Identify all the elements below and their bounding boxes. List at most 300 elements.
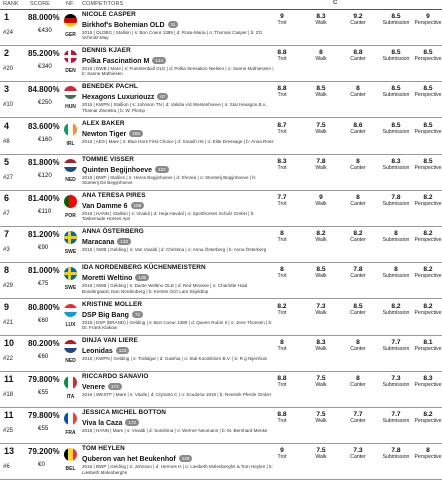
rider-name[interactable]: TOMMIE VISSER — [82, 155, 134, 163]
nation-code: NED — [65, 176, 76, 183]
rank: 10 — [4, 337, 15, 348]
horse-number-badge: 123 — [116, 347, 130, 354]
horse-name[interactable] — [82, 238, 131, 246]
mark-label: Canter — [350, 454, 366, 461]
mark-label: Walk — [315, 454, 327, 461]
mark-cell — [301, 266, 341, 279]
table-row[interactable] — [0, 227, 442, 263]
table-row[interactable] — [0, 336, 442, 372]
mark-cell — [408, 194, 442, 207]
rank: 2 — [4, 48, 10, 59]
flag-icon — [64, 412, 77, 425]
mark-label: Canter — [350, 164, 366, 171]
start-number: #10 — [3, 102, 14, 109]
header-score: SCORE — [30, 1, 51, 7]
mark-value: 7.8 — [391, 194, 401, 201]
mark-label: Perspective — [414, 309, 442, 316]
mark-cell — [301, 158, 341, 171]
mark-value: 8 — [394, 266, 398, 274]
horse-number-badge: 144 — [152, 57, 166, 64]
nation-code: BEL — [65, 466, 76, 473]
mark-value: 7.8 — [353, 266, 363, 274]
mark-value: 8 — [356, 85, 360, 93]
mark-label: Submission — [382, 56, 410, 63]
mark-cell — [262, 411, 302, 424]
mark-cell — [338, 122, 378, 135]
mark-value: 8.5 — [391, 13, 401, 20]
prize-money: €55 — [38, 389, 49, 396]
mark-cell — [262, 375, 302, 388]
rider-name[interactable]: DINJA VAN LIERE — [82, 336, 138, 344]
table-header — [0, 0, 442, 9]
horse-number-badge: 133 — [117, 238, 131, 245]
mark-value: 8.3 — [423, 375, 433, 382]
horse-pedigree: 2016 | KWPN | Stallion | s: Johnson TN | d: Validia v/d Westenhoeve | o: Stal Hexagon B.v., Thamar Zweistra | b: W. Plomp — [82, 102, 268, 113]
mark-value: 8 — [356, 194, 360, 201]
nation-code: ITA — [66, 394, 75, 400]
horse-number-badge: 168 — [131, 202, 145, 209]
mark-value: 9 — [280, 447, 284, 455]
mark-cell — [338, 13, 378, 26]
rank: 8 — [4, 265, 10, 276]
mark-label: Walk — [315, 164, 327, 171]
prize-money: €75 — [38, 280, 49, 288]
mark-label: Trot — [277, 382, 287, 388]
horse-name[interactable] — [82, 57, 166, 65]
mark-cell — [338, 411, 378, 424]
mark-value: 8.5 — [316, 85, 326, 93]
mark-label: Canter — [350, 273, 366, 280]
mark-value: 8.8 — [353, 49, 363, 57]
mark-cell — [408, 266, 442, 279]
rank: 6 — [4, 193, 10, 203]
mark-value: 8.3 — [316, 13, 326, 20]
rank: 5 — [4, 156, 10, 167]
horse-name[interactable] — [82, 93, 168, 101]
start-number: #21 — [3, 319, 14, 326]
start-number: #3 — [3, 247, 10, 254]
mark-label: Perspective — [414, 128, 442, 135]
mark-value: 7.5 — [316, 121, 326, 129]
mark-label: Canter — [350, 237, 366, 244]
horse-number-badge: 102 — [155, 166, 169, 173]
mark-value: 9 — [280, 13, 284, 20]
mark-value: 8.3 — [277, 157, 287, 165]
horse-number-badge: 67 — [157, 93, 168, 100]
mark-value: 8 — [356, 375, 360, 382]
prize-money: €55 — [38, 425, 49, 433]
mark-label: Submission — [382, 20, 410, 26]
horse-name-text: Maracana — [82, 239, 115, 247]
horse-pedigree: 2016 | HANN | Stallion | s: Vivaldi | d: Heja Havdal | o: Sporthorses Schulz GmbH | b: Taskemade Horses Aps — [82, 211, 255, 222]
mark-value: 7.8 — [391, 447, 401, 455]
score: 80.200% — [28, 338, 60, 348]
mark-value: 8 — [356, 338, 360, 346]
mark-cell — [262, 339, 302, 352]
score: 81.800% — [28, 157, 60, 167]
mark-cell — [338, 49, 378, 62]
horse-name-text: Viva la Caza — [82, 420, 123, 428]
mark-label: Submission — [382, 201, 410, 207]
mark-label: Submission — [382, 128, 410, 135]
horse-number-badge: 72 — [132, 311, 143, 318]
table-row[interactable] — [0, 82, 442, 118]
mark-value: 8.1 — [423, 338, 433, 346]
table-row[interactable] — [0, 408, 442, 444]
flag-icon — [64, 304, 77, 317]
score: 81.400% — [28, 194, 60, 203]
mark-cell — [301, 230, 341, 243]
rider-name[interactable]: ANNA ÖSTERBERG — [82, 228, 144, 236]
flag-icon — [64, 50, 77, 63]
mark-label: Trot — [277, 56, 287, 63]
flag-icon — [64, 123, 77, 136]
mark-cell — [408, 230, 442, 243]
flag-icon — [64, 159, 77, 172]
mark-label: Canter — [350, 345, 366, 352]
mark-value: 8.2 — [353, 230, 363, 238]
horse-name[interactable] — [82, 202, 144, 210]
mark-value: 7.5 — [316, 411, 326, 419]
mark-label: Walk — [315, 345, 327, 352]
mark-label: Walk — [315, 128, 327, 135]
mark-cell — [262, 158, 302, 171]
flag-icon — [64, 231, 77, 244]
horse-name[interactable] — [82, 21, 178, 29]
nation-code: GER — [65, 32, 76, 38]
header-competitors: COMPETITORS — [82, 1, 124, 7]
start-number: #22 — [3, 355, 14, 362]
nation-code: IRL — [66, 140, 75, 147]
horse-pedigree: 2016 | DWB | Mare | s: Fuerstenball OLD | d: Polka Sensation Nielsen | o: Sanne Mathiessen | b: Sanne Mathiesen — [82, 66, 274, 77]
horse-pedigree: 2016 | BWP | Stallion | s: Heros Begijnhoeve | d: Shorea | o: Stoeterij Begijnhoeve | b: Stoeterij De Begijnhoeve — [82, 174, 257, 186]
mark-cell — [408, 375, 442, 388]
nation-code: SWE — [64, 285, 77, 292]
table-row[interactable] — [0, 372, 442, 408]
mark-value: 8 — [319, 49, 323, 57]
mark-label: Trot — [277, 454, 287, 461]
horse-name-text: Hexagons Luxuriouzz — [82, 94, 155, 102]
horse-pedigree: 2016 | HANN | Mare | s: Vivaldi | d: Sunshina | o: Werner Neumann | b: M. Bernhard Menke — [82, 428, 268, 434]
start-number: #27 — [3, 174, 14, 181]
start-number: #25 — [3, 428, 14, 435]
mark-cell — [262, 447, 302, 460]
rider-name[interactable]: KRISTINE MOLLER — [82, 300, 143, 308]
mark-value: 8.8 — [277, 411, 287, 419]
mark-value: 8.2 — [316, 230, 326, 238]
mark-value: 7.7 — [353, 411, 363, 419]
rider-name[interactable]: JESSICA MICHEL BOTTON — [82, 409, 167, 417]
horse-number-badge: 172 — [108, 383, 122, 390]
prize-money: €90 — [38, 244, 49, 252]
mark-label: Canter — [350, 201, 366, 207]
mark-label: Canter — [350, 20, 366, 26]
mark-label: Perspective — [414, 237, 442, 244]
horse-number-badge: 135 — [135, 274, 149, 281]
table-row[interactable] — [0, 155, 442, 191]
rider-name[interactable]: NICOLE CASPER — [82, 11, 136, 18]
mark-value: 7.5 — [316, 375, 326, 382]
score: 83.600% — [28, 121, 60, 131]
rider-name[interactable]: DENNIS KJAER — [82, 47, 131, 55]
rider-name[interactable]: ANA TERESA PIRES — [82, 192, 146, 199]
mark-cell — [262, 230, 302, 243]
mark-label: Trot — [277, 201, 287, 207]
header-rank: RANK — [3, 1, 19, 7]
mark-value: 8.5 — [391, 121, 401, 129]
horse-pedigree: 2016 | KWPN | Gelding | s: Trafalgar | d: Gaishia | o: Stal Kooiniblom B.V. | b: R.g Nijenhuis — [82, 355, 267, 361]
mark-cell — [338, 85, 378, 98]
mark-value: 8.2 — [423, 302, 433, 310]
rank: 7 — [4, 229, 10, 240]
nation-code: DEN — [65, 68, 76, 75]
table-row[interactable] — [0, 191, 442, 227]
mark-label: Submission — [382, 382, 410, 388]
mark-label: Canter — [350, 382, 366, 388]
table-row[interactable] — [0, 10, 442, 46]
mark-cell — [301, 411, 341, 424]
mark-cell — [338, 194, 378, 207]
mark-label: Perspective — [414, 273, 442, 280]
mark-label: Trot — [277, 164, 287, 171]
mark-label: Submission — [382, 309, 410, 316]
rider-name[interactable]: RICCARDO SANAVIO — [82, 373, 149, 380]
mark-value: 9 — [426, 13, 430, 20]
mark-cell — [301, 49, 341, 62]
rider-name[interactable]: BENEDEK PACHL — [82, 83, 138, 91]
mark-cell — [338, 303, 378, 316]
mark-cell — [301, 85, 341, 98]
mark-value: 8 — [280, 266, 284, 274]
horse-number-badge: 155 — [129, 130, 143, 137]
nation-code: LUX — [65, 321, 76, 328]
mark-label: Walk — [315, 92, 327, 99]
rank: 11 — [4, 374, 14, 384]
score: 79.200% — [28, 447, 60, 457]
mark-value: 7.5 — [316, 447, 326, 455]
nation-code: NED — [65, 357, 76, 364]
horse-name-text: Van Damme 6 — [82, 203, 128, 210]
mark-label: Walk — [315, 20, 327, 26]
horse-name[interactable] — [82, 274, 149, 282]
horse-name-text: DSP Big Bang — [82, 311, 129, 319]
mark-cell — [338, 339, 378, 352]
start-number: #24 — [3, 30, 14, 36]
prize-money: €430 — [38, 27, 52, 34]
horse-name-text: Moretti Weltino — [82, 275, 133, 283]
mark-value: 8.5 — [423, 49, 433, 57]
mark-value: 8 — [280, 338, 284, 346]
mark-value: 8 — [356, 157, 360, 165]
nation-code: HUN — [65, 104, 76, 111]
start-number: #7 — [3, 211, 10, 217]
table-row[interactable] — [0, 300, 442, 336]
nation-code: POR — [65, 213, 76, 219]
horse-name-text: Leonidas — [82, 347, 113, 355]
rider-name[interactable]: TOM HEYLEN — [82, 445, 125, 453]
mark-cell — [262, 13, 302, 26]
mark-label: Trot — [277, 418, 287, 425]
horse-name[interactable] — [82, 311, 143, 319]
mark-cell — [408, 49, 442, 62]
mark-cell — [262, 85, 302, 98]
mark-label: Walk — [315, 201, 327, 207]
rank: 3 — [4, 84, 10, 95]
mark-value: 8.2 — [277, 302, 287, 310]
rank: 1 — [4, 12, 10, 22]
table-row[interactable] — [0, 444, 442, 480]
table-row[interactable] — [0, 263, 442, 299]
mark-value: 7.3 — [353, 447, 363, 455]
rider-name[interactable]: IDA NORDENBERG KÜCHENMEISTERN — [82, 264, 206, 272]
mark-label: Canter — [350, 128, 366, 135]
rank: 9 — [4, 301, 10, 312]
horse-name[interactable] — [82, 130, 143, 138]
start-number: #6 — [3, 464, 10, 471]
flag-icon — [64, 448, 77, 461]
mark-label: Perspective — [414, 20, 442, 26]
prize-money: €60 — [38, 352, 49, 360]
mark-label: Canter — [350, 418, 366, 425]
prize-money: €120 — [38, 171, 52, 179]
rank: 11 — [4, 410, 14, 421]
horse-name-text: Venere — [82, 384, 105, 391]
horse-name[interactable] — [82, 383, 122, 391]
mark-label: Perspective — [414, 92, 442, 99]
mark-label: Trot — [277, 128, 287, 135]
header-nf: NF — [66, 1, 74, 7]
mark-value: 8.5 — [353, 302, 363, 310]
mark-cell — [338, 158, 378, 171]
score: 85.200% — [28, 49, 60, 59]
horse-pedigree: 2016 | WESTF | Mare | s: Vitalis | d: Ciyranto C | o: Scuderia 1918 | b: Reesink Pferde GmbH — [82, 392, 271, 397]
mark-label: Perspective — [414, 345, 442, 352]
mark-cell — [262, 266, 302, 279]
mark-cell — [338, 375, 378, 388]
mark-cell — [408, 447, 442, 460]
prize-money: €250 — [38, 99, 52, 107]
mark-value: 8.8 — [277, 85, 287, 93]
mark-value: 8.8 — [277, 375, 287, 382]
horse-name-text: Quberon van het Beukenhof — [82, 456, 176, 464]
score: 79.800% — [28, 411, 60, 421]
score: 81.000% — [28, 266, 60, 276]
mark-cell — [338, 266, 378, 279]
mark-label: Walk — [315, 273, 327, 280]
horse-name-text: Quinten Begijnhoeve — [82, 166, 153, 174]
mark-label: Perspective — [414, 382, 442, 388]
mark-value: 8.3 — [316, 338, 326, 346]
mark-label: Trot — [277, 92, 287, 99]
score: 81.200% — [28, 230, 60, 240]
rider-name[interactable]: ALEX BAKER — [82, 119, 125, 127]
mark-value: 8.7 — [277, 121, 287, 129]
mark-cell — [301, 194, 341, 207]
mark-value: 8.2 — [423, 230, 433, 238]
mark-cell — [262, 49, 302, 62]
horse-name-text: Birkhof's Bohemian OLD — [82, 22, 165, 29]
mark-cell — [301, 13, 341, 26]
mark-cell — [408, 122, 442, 135]
mark-cell — [301, 447, 341, 460]
mark-label: Walk — [315, 56, 327, 63]
mark-label: Canter — [350, 56, 366, 63]
mark-value: 8.8 — [277, 49, 287, 57]
mark-value: 7.3 — [391, 375, 401, 382]
horse-name[interactable] — [82, 455, 192, 463]
mark-value: 7.7 — [391, 411, 401, 419]
mark-cell — [408, 13, 442, 26]
mark-label: Walk — [315, 237, 327, 244]
horse-name-text: Newton Tiger — [82, 130, 127, 138]
horse-pedigree: 2016 | AES | Mare | s: Blue Hors First Choice | d: Smash Hit | o: Elite Dressage | b: Anna Ross — [82, 138, 274, 144]
horse-pedigree: 2016 | BWP | Gelding | s: Johnson | d: Hermes H | o: Liesbeth Molenberghs & Tom Heylen | b: Liesbeth Molenberghs — [82, 464, 273, 475]
horse-name[interactable] — [82, 347, 129, 355]
mark-cell — [408, 85, 442, 98]
nation-code: FRA — [65, 430, 76, 437]
mark-value: 8.5 — [391, 85, 401, 93]
mark-label: Perspective — [414, 418, 442, 425]
flag-icon — [64, 267, 77, 280]
prize-money: €160 — [38, 135, 52, 143]
mark-value: 9 — [319, 194, 323, 201]
mark-label: Submission — [382, 92, 410, 99]
start-number: #8 — [3, 138, 10, 145]
mark-label: Walk — [315, 382, 327, 388]
horse-name[interactable] — [82, 166, 169, 174]
flag-icon — [64, 376, 77, 389]
score: 88.000% — [28, 13, 60, 22]
start-number: #18 — [3, 392, 14, 398]
mark-cell — [262, 122, 302, 135]
mark-cell — [338, 447, 378, 460]
flag-icon — [64, 14, 77, 27]
mark-value: 8 — [394, 230, 398, 238]
mark-cell — [408, 339, 442, 352]
horse-pedigree: 2016 | OLDBG | Stallion | s: Bon Coeur 1389 | d: Rosa-Maria | o: Thomas Casper | b: ZG Schmitz-May — [82, 30, 263, 41]
horse-name[interactable] — [82, 419, 139, 427]
mark-cell — [408, 158, 442, 171]
mark-value: 8.2 — [423, 411, 433, 419]
horse-pedigree: 2016 | DSP (BRAND) | Gelding | s: Bon Coeur 1389 | d: Queen Rubin II | o: Jens Thonsen | b: Dr. Frank Klakow — [82, 319, 273, 330]
prize-money: €60 — [38, 316, 49, 324]
mark-cell — [338, 230, 378, 243]
mark-value: 8 — [280, 230, 284, 238]
mark-value: 8.5 — [423, 121, 433, 129]
mark-label: Submission — [382, 273, 410, 280]
mark-value: 7.3 — [316, 302, 326, 310]
flag-icon — [64, 195, 77, 208]
mark-value: 8.2 — [391, 302, 401, 310]
mark-label: Perspective — [414, 201, 442, 207]
horse-number-badge: 11 — [168, 21, 179, 28]
table-row[interactable] — [0, 46, 442, 82]
flag-icon — [64, 340, 77, 353]
mark-value: 8.5 — [391, 49, 401, 57]
mark-value: 8.5 — [423, 85, 433, 93]
horse-pedigree: 2016 | SWB | Gelding | s: Dante Weltino OLD | d: Red Mirasoe | o: Charlotte Haid Bondergaard, Dan Nordenberg | b: Kerstin Och Lars Skjoldtop — [82, 283, 248, 294]
mark-label: Trot — [277, 237, 287, 244]
mark-label: Submission — [382, 345, 410, 352]
prize-money: €0 — [38, 461, 45, 469]
mark-label: Canter — [350, 309, 366, 316]
mark-label: Walk — [315, 418, 327, 425]
mark-cell — [408, 411, 442, 424]
mark-label: Submission — [382, 237, 410, 244]
table-row[interactable] — [0, 119, 442, 155]
mark-value: 7.7 — [391, 338, 401, 346]
horse-number-badge: 172 — [125, 419, 139, 426]
